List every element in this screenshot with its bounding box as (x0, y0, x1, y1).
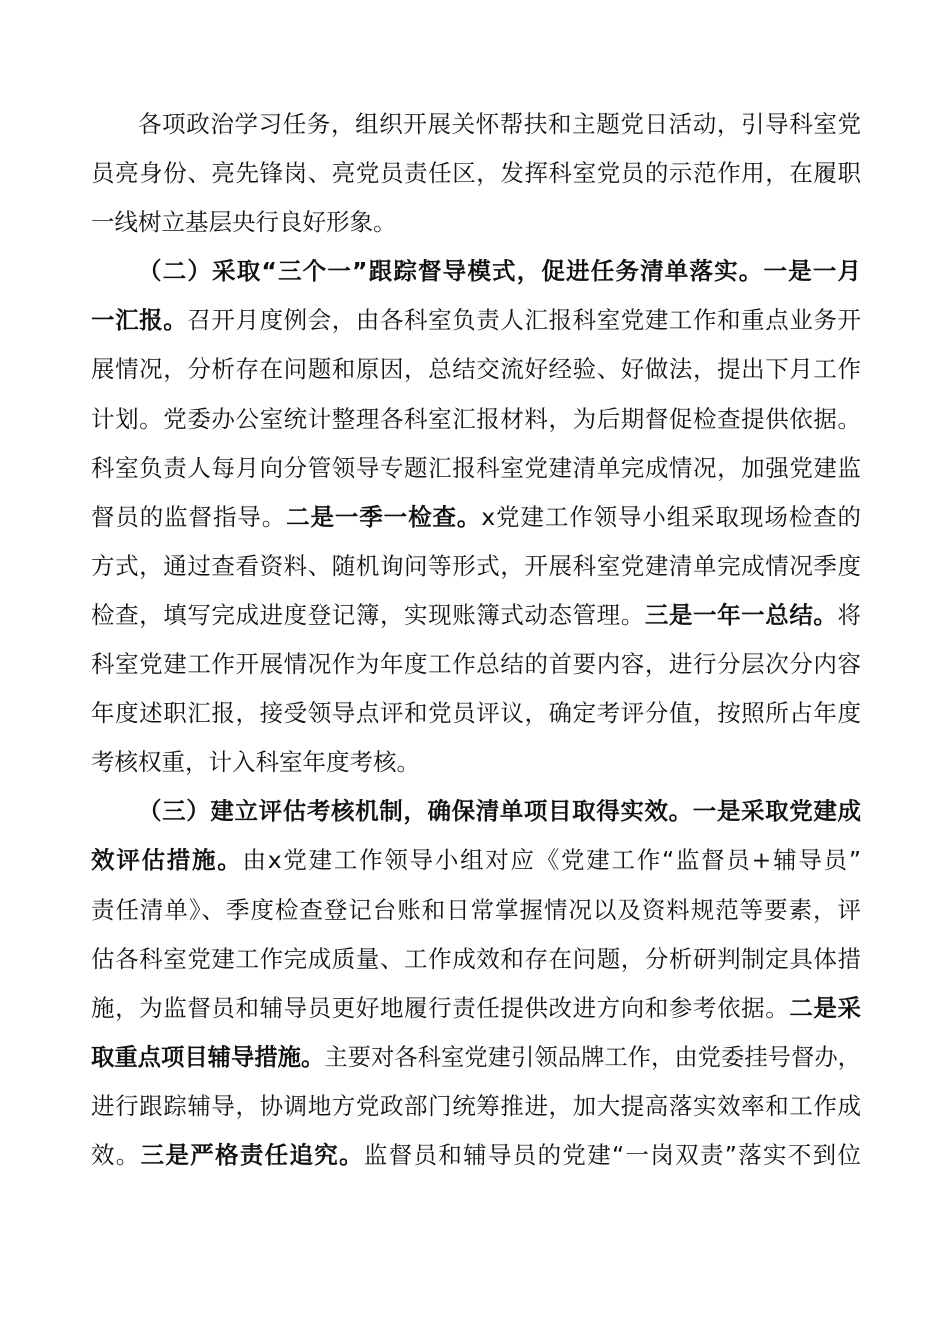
text-line (91, 640, 861, 689)
text-segment: 考核权重，计入科室年度考核。 (91, 748, 420, 777)
bold-text-segment: 三是严格责任追究。 (140, 1140, 364, 1169)
text-segment: 展情况，分析存在问题和原因，总结交流好经验、好做法，提出下月工作 (91, 355, 861, 384)
text-line (91, 738, 861, 787)
text-segment: 科室党建工作开展情况作为年度工作总结的首要内容，进行分层次分内容 (91, 650, 861, 679)
text-line (91, 542, 861, 591)
bold-text-segment: （三）建立评估考核机制，确保清单项目取得实效。一是采取党建成 (138, 797, 861, 826)
text-segment: 主要对各科室党建引领品牌工作，由党委挂号督办， (324, 1042, 862, 1071)
text-line (91, 296, 861, 345)
bold-text-segment: （二）采取“三个一”跟踪督导模式，促进任务清单落实。一是一月 (138, 257, 861, 286)
text-segment: 检查，填写完成进度登记簿，实现账簿式动态管理。 (91, 600, 645, 629)
text-segment: 估各科室党建工作完成质量、工作成效和存在问题，分析研判制定具体措 (91, 944, 861, 973)
text-segment: 科室负责人每月向分管领导专题汇报科室党建清单完成情况，加强党建监 (91, 453, 861, 482)
text-segment: 方式，通过查看资料、随机询问等形式，开展科室党建清单完成情况季度 (91, 551, 861, 580)
text-line (91, 787, 861, 836)
paragraph (91, 100, 861, 247)
text-segment: 进行跟踪辅导，协调地方党政部门统筹推进，加大提高落实效率和工作成 (91, 1091, 861, 1120)
text-segment: 一线树立基层央行良好形象。 (91, 208, 397, 237)
text-segment: 将 (837, 600, 861, 629)
bold-text-segment: 二是采 (789, 993, 861, 1022)
text-line (91, 198, 861, 247)
bold-text-segment: 三是一年一总结。 (644, 600, 838, 629)
text-line (91, 1033, 861, 1082)
bold-text-segment: 二是一季一检查。 (286, 502, 482, 531)
text-line (91, 247, 861, 296)
text-segment: 责任清单》、季度检查登记台账和日常掌握情况以及资料规范等要素，评 (91, 895, 861, 924)
text-line (91, 493, 861, 542)
bold-text-segment: 效评估措施。 (91, 846, 243, 875)
text-line (91, 444, 861, 493)
text-segment: 施，为监督员和辅导员更好地履行责任提供改进方向和参考依据。 (91, 993, 790, 1022)
text-line (91, 1082, 861, 1131)
text-line (91, 689, 861, 738)
bold-text-segment: 一汇报。 (91, 306, 188, 335)
text-segment: 督员的监督指导。 (91, 502, 287, 531)
paragraph (91, 247, 861, 787)
text-segment: 计划。党委办公室统计整理各科室汇报材料，为后期督促检查提供依据。 (91, 404, 861, 433)
text-line (91, 836, 861, 885)
text-segment: 员亮身份、亮先锋岗、亮党员责任区，发挥科室党员的示范作用，在履职 (91, 159, 861, 188)
text-line (91, 886, 861, 935)
text-segment: 召开月度例会，由各科室负责人汇报科室党建工作和重点业务开 (187, 306, 861, 335)
text-line (91, 1131, 861, 1180)
text-segment: 监督员和辅导员的党建“一岗双责”落实不到位 (363, 1140, 861, 1169)
text-segment: x党建工作领导小组采取现场检查的 (481, 502, 861, 531)
text-segment: 由x党建工作领导小组对应《党建工作“监督员+辅导员” (242, 846, 861, 875)
text-line (91, 984, 861, 1033)
text-line (91, 149, 861, 198)
text-segment: 效。 (91, 1140, 141, 1169)
text-line (91, 100, 861, 149)
text-line (91, 345, 861, 394)
document-body (91, 100, 861, 1180)
text-segment: 年度述职汇报，接受领导点评和党员评议，确定考评分值，按照所占年度 (91, 699, 861, 728)
bold-text-segment: 取重点项目辅导措施。 (91, 1042, 325, 1071)
paragraph (91, 787, 861, 1180)
text-line (91, 935, 861, 984)
text-segment: 各项政治学习任务，组织开展关怀帮扶和主题党日活动，引导科室党 (138, 110, 861, 138)
text-line (91, 591, 861, 640)
text-line (91, 395, 861, 444)
